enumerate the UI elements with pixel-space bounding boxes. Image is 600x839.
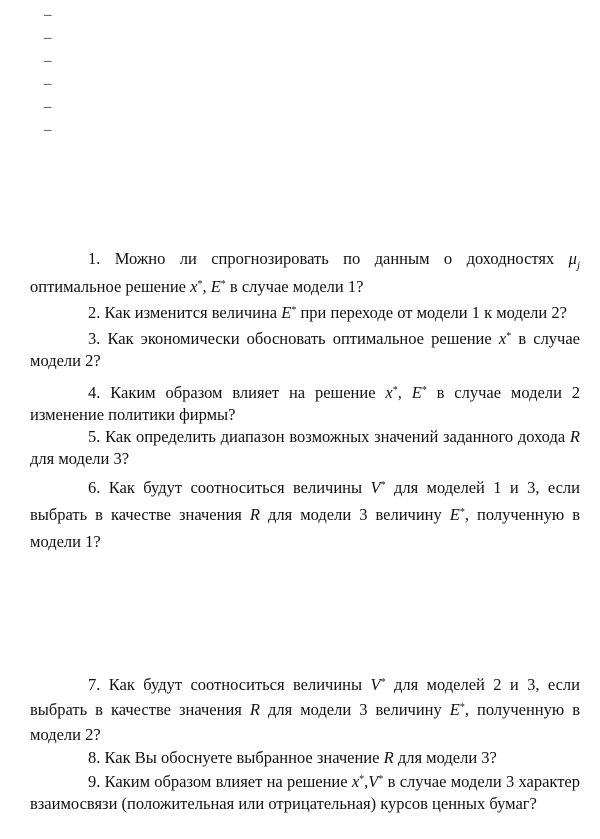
dash-list [44,4,52,142]
dash-item: – [44,53,52,69]
question-1: 1. Можно ли спрогнозировать по данным о доходностях $\mu_j$ оптимальное решение x*, E* в случае модели 1? [30,249,580,297]
dash-item: – [44,99,52,115]
question-2: 2. Как изменится величина E* при переходе от модели 1 к модели 2? [88,303,567,323]
dash-item: – [44,122,52,138]
question-4: 4. Каким образом влияет на решение x*, E* в случае модели 2 изменение политики фирмы? [30,383,581,425]
question-5: 5. Как определить диапазон возможных значений заданного дохода R для модели 3? [30,427,580,469]
dash-item: – [44,76,52,92]
question-6: 6. Как будут соотноситься величины V* для моделей 1 и 3, если выбрать в качестве значения R для модели 3 величину E*, полученную в модели 1? [30,478,580,552]
question-7: 7. Как будут соотноситься величины V* для моделей 2 и 3, если выбрать в качестве значения R для модели 3 величину E*, полученную в модели 2? [30,675,580,744]
question-8: 8. Как Вы обоснуете выбранное значение R для модели 3? [88,748,497,767]
question-block-2 [30,672,580,815]
dash-item: – [44,30,52,46]
question-9: 9. Каким образом влияет на решение x*,V* в случае модели 3 характер взаимосвязи (положительная или отрицательная) курсов ценных бумаг? [30,772,580,813]
question-3: 3. Как экономически обосновать оптимальное решение x* в случае модели 2? [30,329,581,371]
question-block-1 [30,248,580,555]
dash-item: – [44,7,52,23]
